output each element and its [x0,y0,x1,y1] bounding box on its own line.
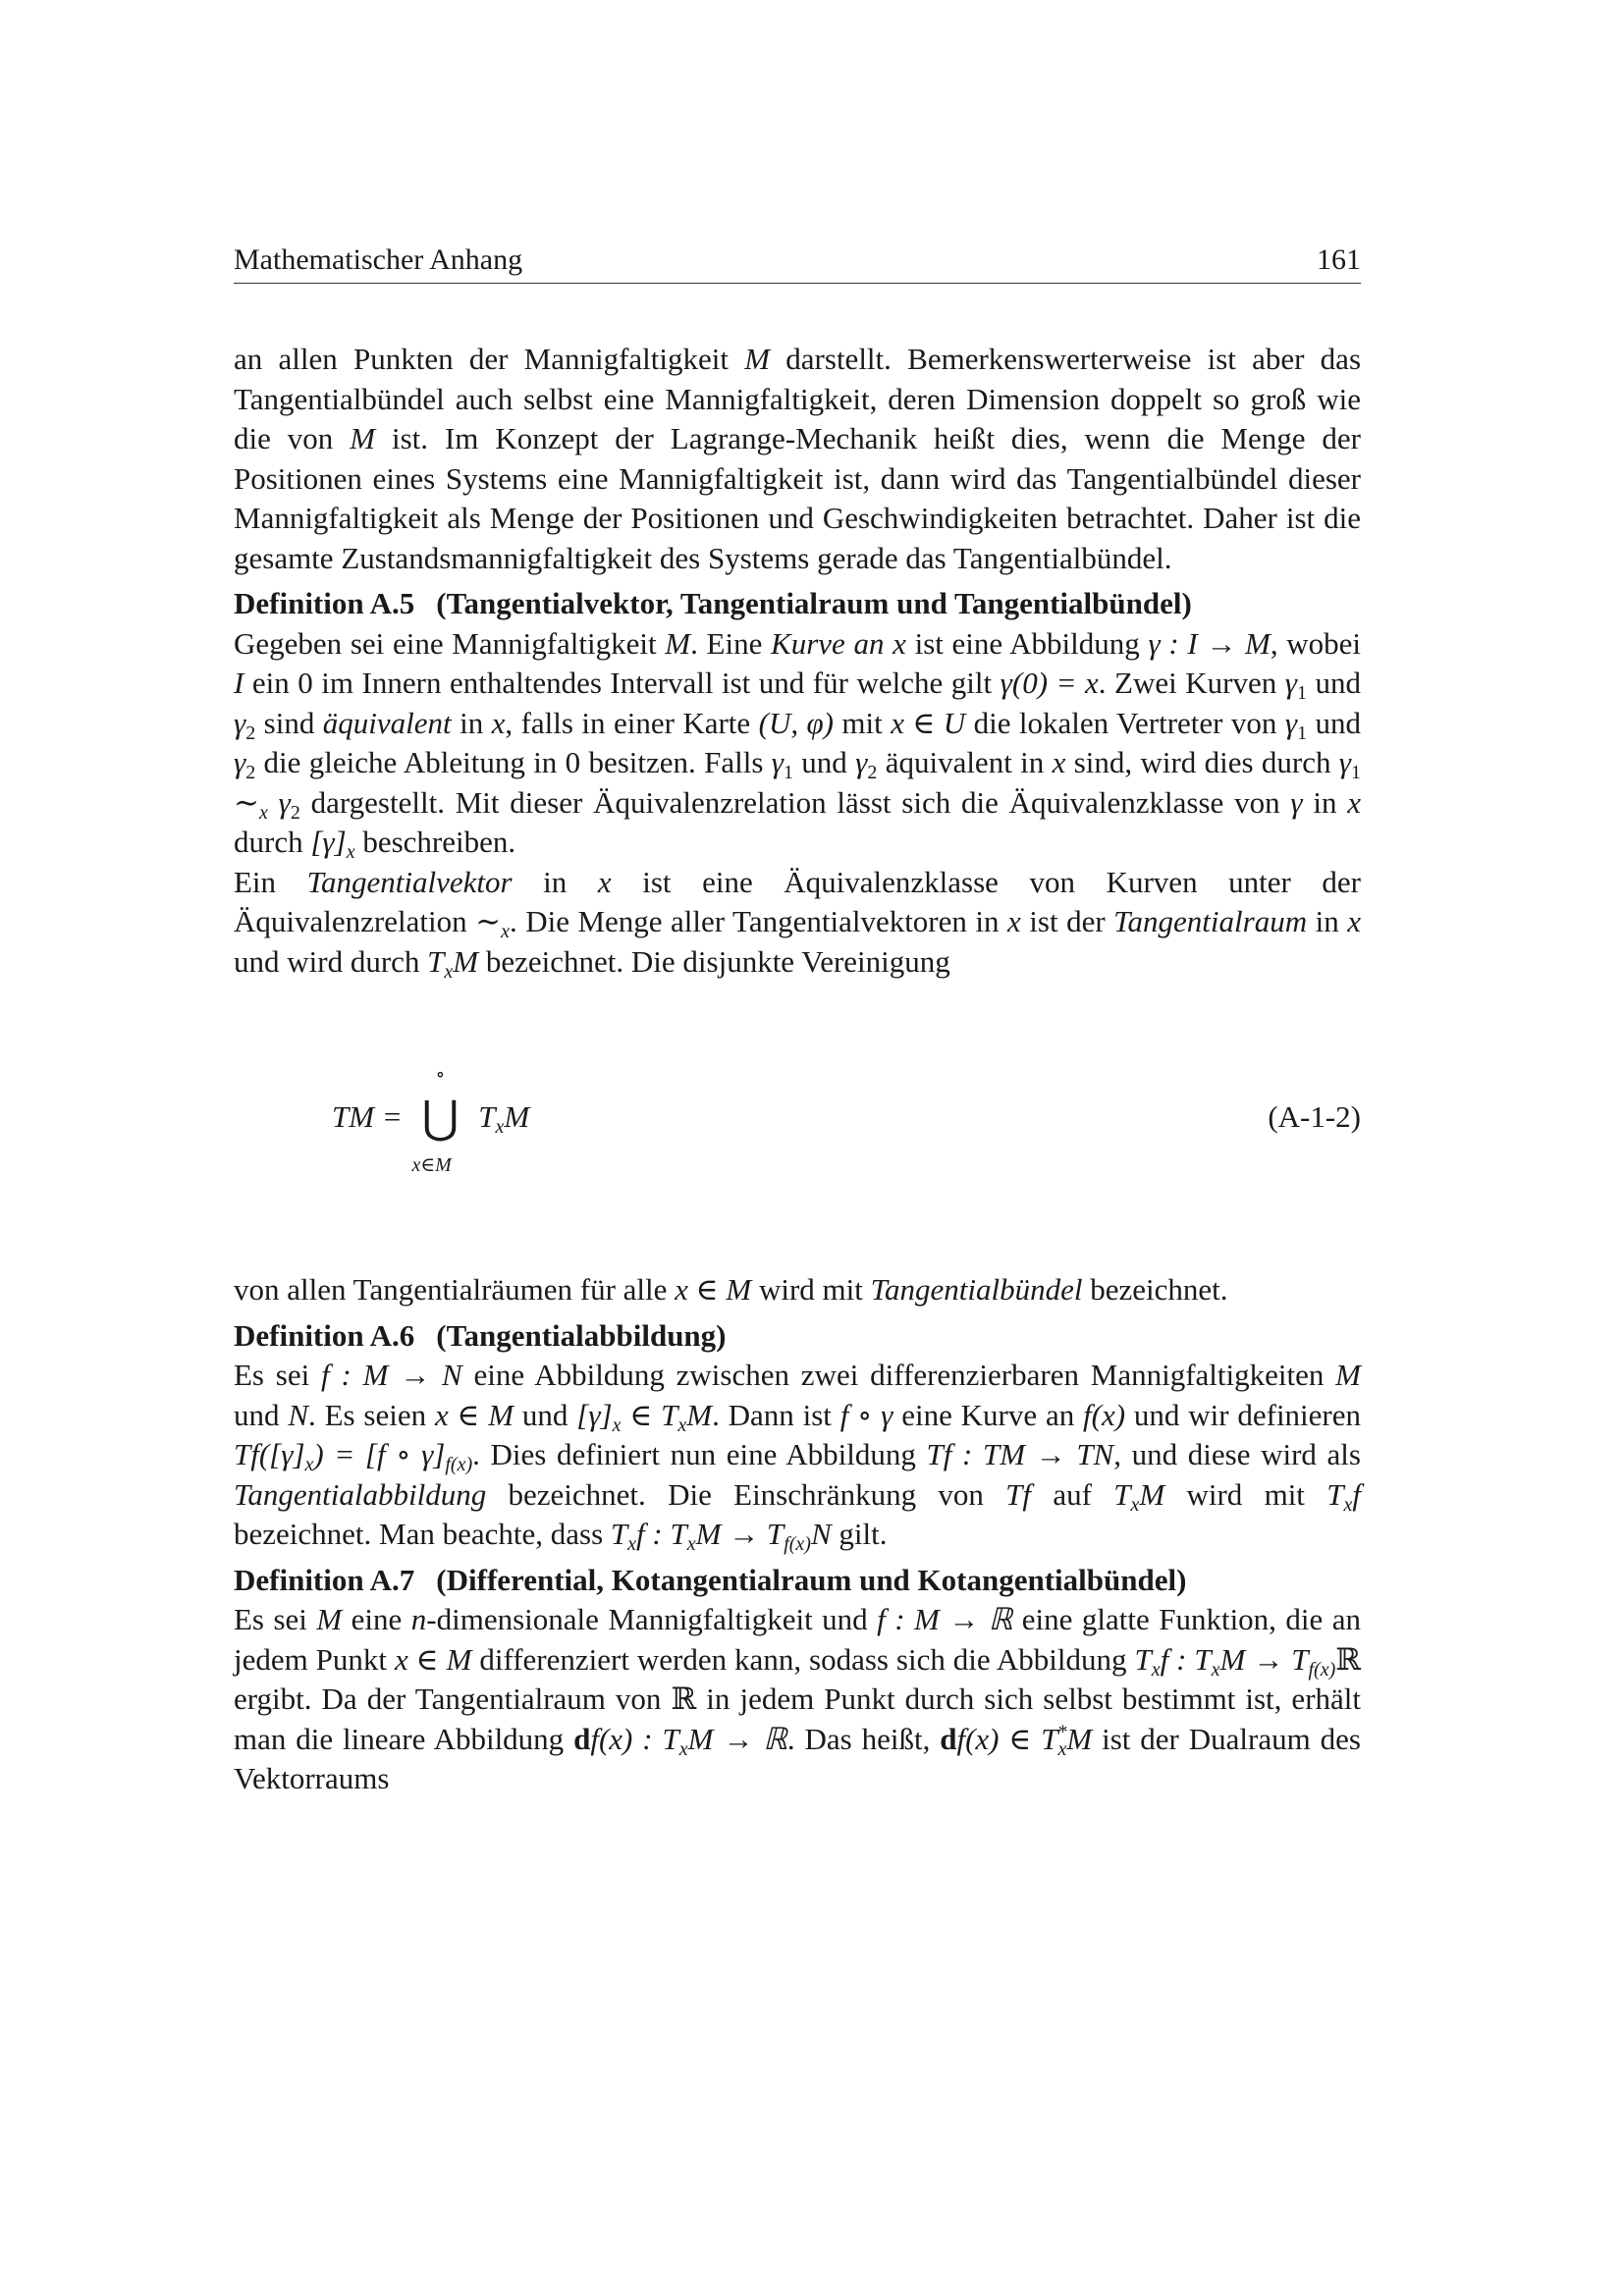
definition-a5-heading: Definition A.5 (Tangentialvektor, Tangentialraum und Tangentialbündel) [234,586,1192,620]
disjoint-circle-mark: ∘ [435,1064,446,1086]
definition-a5-paragraph-1: Gegeben sei eine Mannigfaltigkeit M. Eine Kurve an x ist eine Abbildung γ : I → M, wobei I ein 0 im Innern enthaltendes Intervall ist und für welche gilt γ(0) = x. Zwei Kurven $\gamma_1$ und $\gamma_2$ sind äquivalent in x, falls in einer Karte (U, φ) mit x ∈ U die lokalen Vertreter von $\gamma_1$ und $\gamma_2$ die gleiche Ableitung in 0 besitzen. Falls $\gamma_1$ und $\gamma_2$ äquivalent in x sind, wird dies durch $\gamma_1$ $\sim_x$ $\gamma_2$ dargestellt. Mit dieser Äquivalenzrelation lässt sich die Äquivalenzklasse von γ in x durch $[\gamma]_x$ beschreiben. [234,625,1362,863]
definition-a7-paragraph: Es sei M eine n-dimensionale Mannigfaltigkeit und f : M → ℝ eine glatte Funktion, die an jedem Punkt x ∈ M differenziert werden kann, sodass sich die Abbildung $T_xf$ : $T_xM$ → $T_{f(x)}ℝ$ ergibt. Da der Tangentialraum von ℝ in jedem Punkt durch sich selbst bestimmt ist, erhält man die lineare Abbildung df(x) : $T_xM$ → ℝ. Das heißt, df(x) ∈ $T^*_xM$ ist der Dualraum des Vektorraums [234,1602,1362,1795]
union-index: x∈M [411,1154,452,1176]
after-equation-paragraph: von allen Tangentialräumen für alle x ∈ M wird mit Tangentialbündel bezeichnet. [234,1272,1228,1307]
equation-block [234,982,1361,1270]
equation-a-1-2: TM = ⋃ ∘ x∈M $T_xM$ [332,1097,529,1139]
definition-a5-paragraph-2: Ein Tangentialvektor in x ist eine Äquivalenzklasse von Kurven unter der Äquivalenzrelation $\sim_x$. Die Menge aller Tangentialvektoren in x ist der Tangentialraum in x und wird durch $T_xM$ bezeichnet. Die disjunkte Vereinigung [234,864,1361,983]
page-number: 161 [1317,243,1361,276]
definition-a6-heading: Definition A.6 (Tangentialabbildung) [234,1317,727,1353]
page-header [234,243,1361,284]
running-title: Mathematischer Anhang [234,243,523,276]
definition-a6-paragraph: Es sei f : M → N eine Abbildung zwischen zwei differenzierbaren Mannigfaltigkeiten M und N. Es seien x ∈ M und $[\gamma]_x$ ∈ $T_xM$. Dann ist f ∘ γ eine Kurve an f(x) und wir definieren $Tf([\gamma]_x) = [f$ ∘ $\gamma]_{f(x)}$. Dies definiert nun eine Abbildung Tf : TM → TN, und diese wird als Tangentialabbildung bezeichnet. Die Einschränkung von Tf auf $T_xM$ wird mit $T_xf$ bezeichnet. Man beachte, dass $T_xf$ : $T_xM \to T_{f(x)}N$ gilt. [234,1358,1362,1555]
definition-a7-heading: Definition A.7 (Differential, Kotangentialraum und Kotangentialbündel) [234,1562,1187,1597]
equation-number: (A-1-2) [1268,1099,1361,1134]
disjoint-union-symbol: ⋃ ∘ x∈M [417,1098,462,1139]
equation-lhs: TM = [332,1099,403,1134]
intro-paragraph: an allen Punkten der Mannigfaltigkeit M darstellt. Bemerkenswerterweise ist aber das Tangentialbündel auch selbst eine Mannigfaltigkeit, deren Dimension doppelt so groß wie die von M ist. Im Konzept der Lagrange-Mechanik heißt dies, wenn die Menge der Positionen eines Systems eine Mannigfaltigkeit ist, dann wird das Tangentialbündel dieser Mannigfaltigkeit als Menge der Positionen und Geschwindigkeiten betrachtet. Daher ist die gesamte Zustandsmannigfaltigkeit des Systems gerade das Tangentialbündel. [234,342,1362,575]
page-body [234,340,1361,1799]
